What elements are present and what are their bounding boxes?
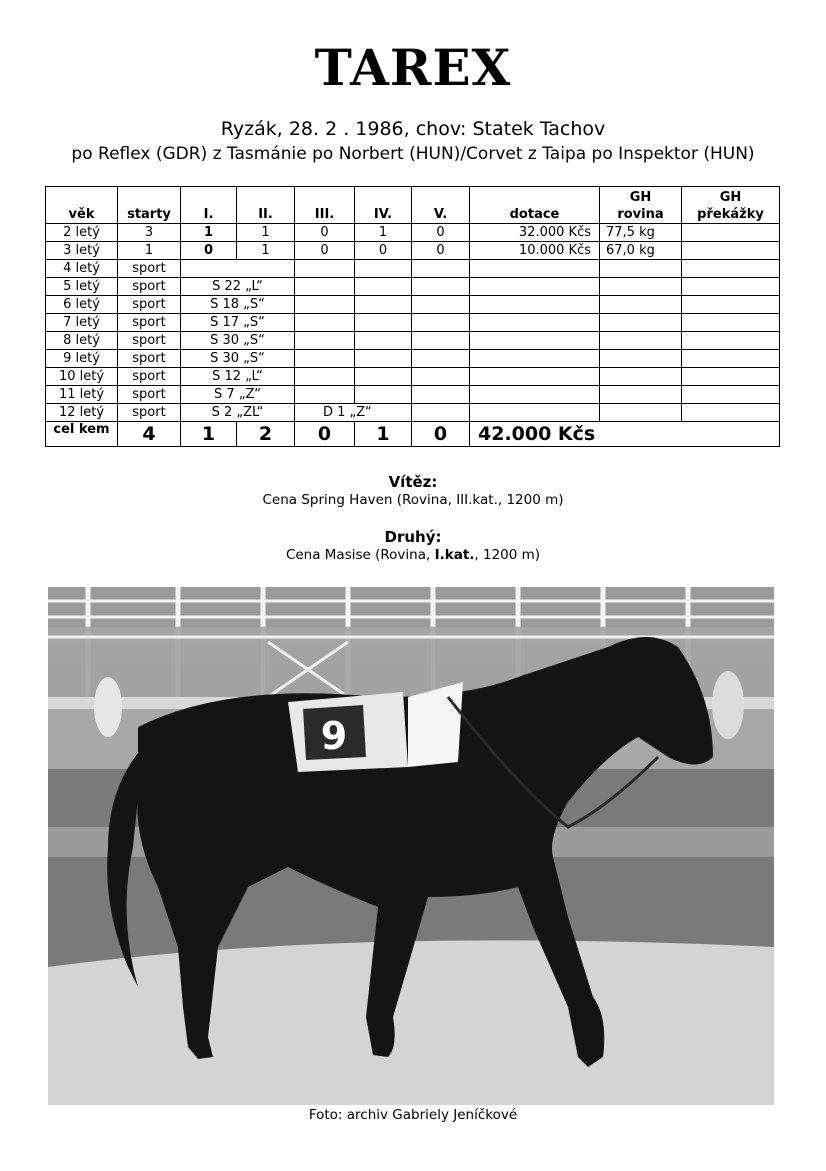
table-cell: S 18 „S“ xyxy=(181,296,295,314)
table-cell: 3 xyxy=(118,224,181,242)
table-cell: 0 xyxy=(181,242,237,260)
table-cell xyxy=(470,386,600,404)
table-cell: 8 letý xyxy=(46,332,118,350)
total-cell: 1 xyxy=(181,422,237,447)
table-cell xyxy=(412,350,470,368)
table-cell: 1 xyxy=(237,242,295,260)
table-cell xyxy=(181,260,295,278)
table-cell: 9 letý xyxy=(46,350,118,368)
table-cell xyxy=(295,350,355,368)
total-cell: 1 xyxy=(355,422,412,447)
table-cell xyxy=(355,314,412,332)
table-cell: 4 letý xyxy=(46,260,118,278)
table-cell: sport xyxy=(118,332,181,350)
table-cell xyxy=(355,260,412,278)
table-cell xyxy=(412,368,470,386)
table-cell: sport xyxy=(118,296,181,314)
col-header: V. xyxy=(412,187,470,224)
table-cell: 12 letý xyxy=(46,404,118,422)
table-cell: 3 letý xyxy=(46,242,118,260)
table-cell: 10.000 Kčs xyxy=(470,242,600,260)
table-cell xyxy=(295,368,355,386)
table-cell xyxy=(470,278,600,296)
table-cell xyxy=(682,314,780,332)
table-cell: 32.000 Kčs xyxy=(470,224,600,242)
table-cell: D 1 „Z“ xyxy=(295,404,412,422)
table-cell: S 2 „ZL“ xyxy=(181,404,295,422)
total-cell: 4 xyxy=(118,422,181,447)
table-cell: 6 letý xyxy=(46,296,118,314)
table-cell xyxy=(470,314,600,332)
table-cell: 5 letý xyxy=(46,278,118,296)
table-cell: 67,0 kg xyxy=(600,242,682,260)
table-cell xyxy=(355,386,412,404)
table-row xyxy=(46,278,780,296)
table-cell: S 30 „S“ xyxy=(181,332,295,350)
table-cell: 0 xyxy=(295,242,355,260)
col-header: GH rovina xyxy=(600,187,682,224)
table-row xyxy=(46,332,780,350)
table-cell xyxy=(682,386,780,404)
horse-photo xyxy=(48,587,774,1105)
table-cell xyxy=(295,260,355,278)
table-cell xyxy=(412,260,470,278)
table-cell: sport xyxy=(118,404,181,422)
table-cell: 0 xyxy=(412,224,470,242)
table-cell: 1 xyxy=(355,224,412,242)
total-cell: 2 xyxy=(237,422,295,447)
col-header: I. xyxy=(181,187,237,224)
col-header: IV. xyxy=(355,187,412,224)
table-cell: 1 xyxy=(237,224,295,242)
table-cell xyxy=(295,278,355,296)
table-cell xyxy=(412,296,470,314)
table-cell: S 7 „Z“ xyxy=(181,386,295,404)
table-cell xyxy=(412,386,470,404)
table-cell: 0 xyxy=(355,242,412,260)
pedigree: po Reflex (GDR) z Tasmánie po Norbert (HUN)/Corvet z Taipa po Inspektor (HUN) xyxy=(71,144,755,164)
table-cell xyxy=(600,260,682,278)
table-cell: 2 letý xyxy=(46,224,118,242)
table-cell: 11 letý xyxy=(46,386,118,404)
table-cell xyxy=(355,368,412,386)
table-cell xyxy=(355,332,412,350)
table-cell xyxy=(412,404,470,422)
table-row xyxy=(46,386,780,404)
table-cell: sport xyxy=(118,314,181,332)
table-header-row xyxy=(46,187,780,224)
table-cell xyxy=(295,296,355,314)
horse-photo-illustration xyxy=(48,587,774,1105)
col-header: GH překážky xyxy=(682,187,780,224)
table-cell xyxy=(470,296,600,314)
table-cell xyxy=(470,332,600,350)
table-cell xyxy=(412,278,470,296)
second-text xyxy=(0,547,826,563)
table-cell xyxy=(295,386,355,404)
race-record-table xyxy=(45,186,780,447)
table-cell xyxy=(600,386,682,404)
table-cell xyxy=(355,350,412,368)
table-cell: 1 xyxy=(181,224,237,242)
table-cell: S 17 „S“ xyxy=(181,314,295,332)
table-cell: S 12 „L“ xyxy=(181,368,295,386)
winner-text: Cena Spring Haven (Rovina, III.kat., 1200 m) xyxy=(262,492,564,508)
photo-credit: Foto: archiv Gabriely Jeníčkové xyxy=(308,1107,518,1123)
saddle-number: 9 xyxy=(320,714,348,758)
table-cell xyxy=(600,404,682,422)
winner-heading: Vítěz: xyxy=(388,473,438,491)
table-cell xyxy=(682,296,780,314)
table-cell xyxy=(682,242,780,260)
table-cell: 10 letý xyxy=(46,368,118,386)
col-header: II. xyxy=(237,187,295,224)
table-cell xyxy=(682,368,780,386)
page-title: TAREX xyxy=(314,38,512,97)
table-cell: S 22 „L“ xyxy=(181,278,295,296)
second-heading: Druhý: xyxy=(384,528,442,546)
table-cell xyxy=(682,350,780,368)
table-row xyxy=(46,368,780,386)
table-cell xyxy=(682,224,780,242)
table-cell xyxy=(682,404,780,422)
table-cell xyxy=(682,332,780,350)
table-row xyxy=(46,350,780,368)
col-header: III. xyxy=(295,187,355,224)
table-cell xyxy=(682,260,780,278)
horse-details: Ryzák, 28. 2 . 1986, chov: Statek Tachov xyxy=(220,118,606,140)
table-cell: 7 letý xyxy=(46,314,118,332)
table-row xyxy=(46,314,780,332)
table-cell: sport xyxy=(118,278,181,296)
table-cell: S 30 „S“ xyxy=(181,350,295,368)
table-cell xyxy=(470,368,600,386)
table-cell xyxy=(600,350,682,368)
table-row xyxy=(46,296,780,314)
table-cell: 77,5 kg xyxy=(600,224,682,242)
table-cell xyxy=(470,404,600,422)
col-header: dotace xyxy=(470,187,600,224)
table-cell xyxy=(600,278,682,296)
table-cell xyxy=(295,314,355,332)
table-cell xyxy=(470,260,600,278)
table-cell xyxy=(600,314,682,332)
second-text-pre: Cena Masise (Rovina, xyxy=(285,547,435,563)
table-row xyxy=(46,224,780,242)
table-cell xyxy=(355,296,412,314)
table-cell xyxy=(355,278,412,296)
table-cell: 0 xyxy=(295,224,355,242)
table-cell: sport xyxy=(118,368,181,386)
table-cell xyxy=(470,350,600,368)
table-cell xyxy=(600,296,682,314)
table-cell: 1 xyxy=(118,242,181,260)
total-cell: 0 xyxy=(412,422,470,447)
table-cell xyxy=(412,332,470,350)
col-header: starty xyxy=(118,187,181,224)
table-row xyxy=(46,260,780,278)
total-cell: cel kem xyxy=(46,422,118,447)
table-cell: sport xyxy=(118,260,181,278)
table-row xyxy=(46,242,780,260)
table-cell xyxy=(600,332,682,350)
table-cell: sport xyxy=(118,386,181,404)
col-header: věk xyxy=(46,187,118,224)
table-cell xyxy=(682,278,780,296)
second-text-post: , 1200 m) xyxy=(474,547,541,563)
table-cell: sport xyxy=(118,350,181,368)
total-cell: 0 xyxy=(295,422,355,447)
table-cell xyxy=(600,368,682,386)
table-cell xyxy=(295,332,355,350)
table-cell xyxy=(412,314,470,332)
total-row xyxy=(46,422,780,447)
total-cell: 42.000 Kčs xyxy=(470,422,780,447)
table-cell: 0 xyxy=(412,242,470,260)
table-row xyxy=(46,404,780,422)
second-text-bold: I.kat. xyxy=(434,547,475,563)
